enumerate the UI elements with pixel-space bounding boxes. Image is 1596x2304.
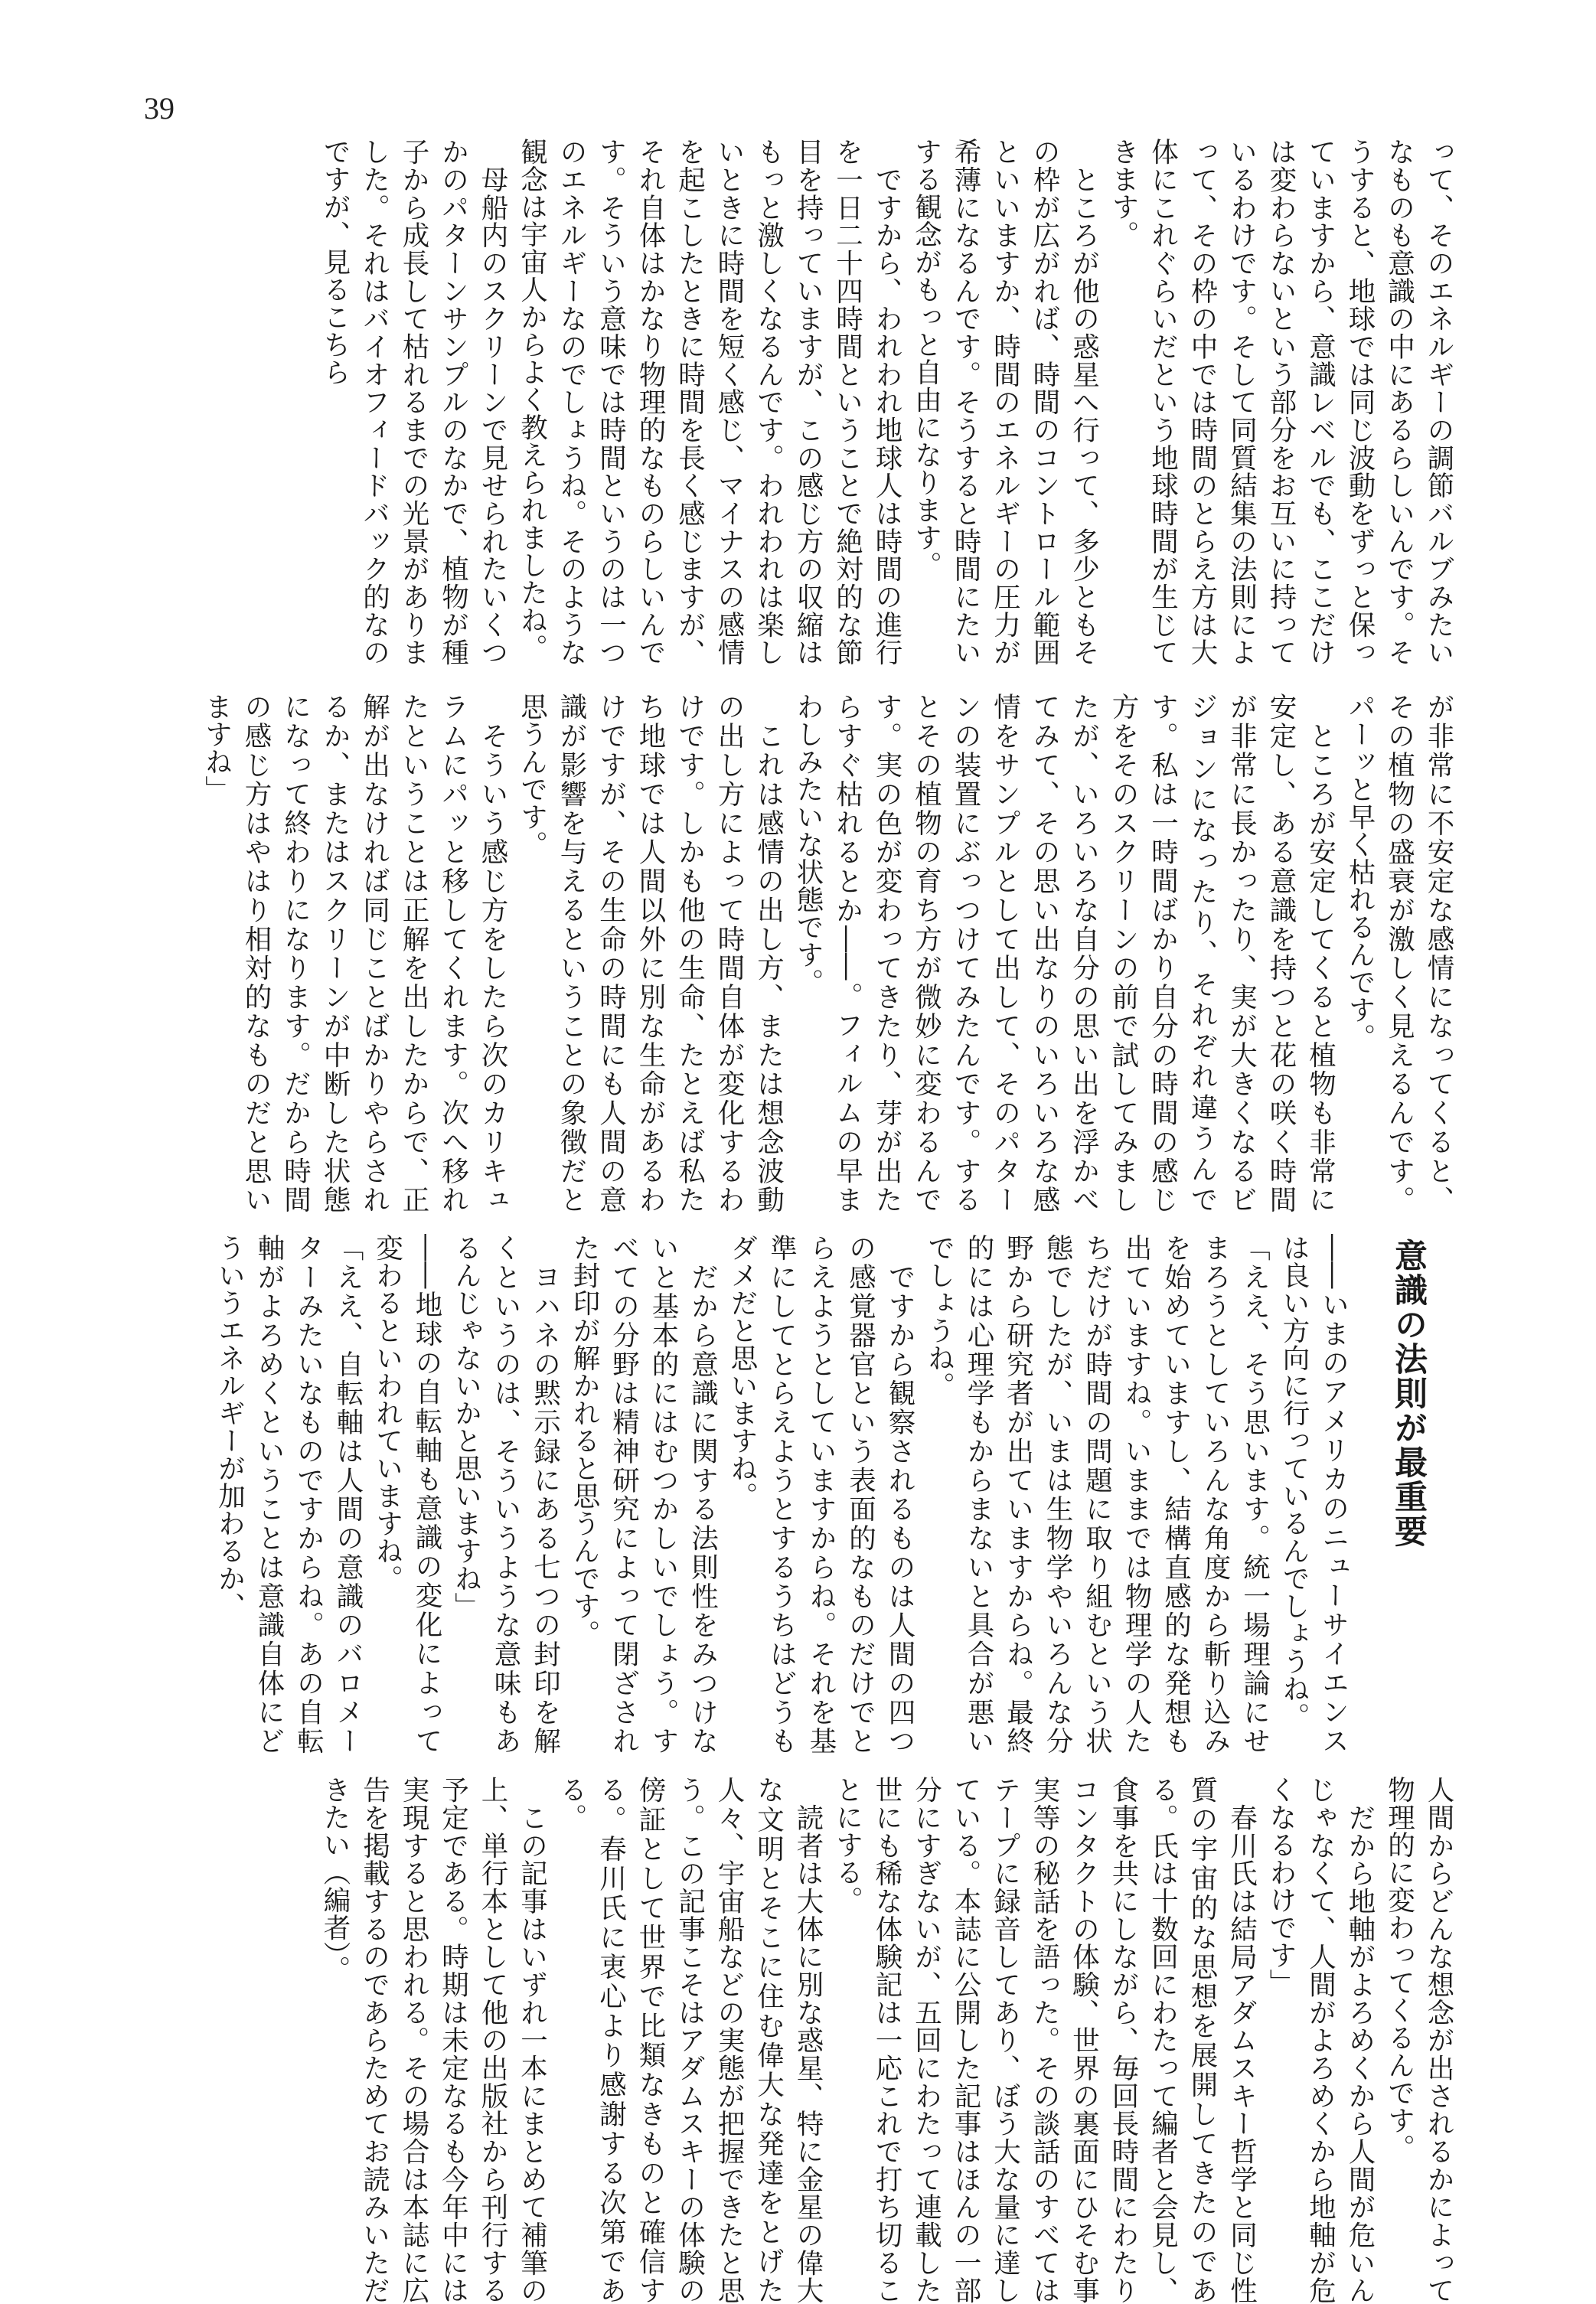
text-tier-3 <box>145 1234 1458 1754</box>
text-tier-4 <box>145 1776 1458 2304</box>
paragraph: 春川氏は結局アダムスキー哲学と同じ性質の宇宙的な思想を展開してきたのである。氏は十数回にわたって編者と会見し、食事を共にしながら、毎回長時間にわたりコンタクトの体験、世界の裏面にひそむ事実等の秘話を語った。その談話のすべてはテープに録音してあり、ぼう大な量に達している。本誌に公開した記事はほんの一部分にすぎないが、五回にわたって連載した世にも稀な体験記は一応これで打ち切ることにする。 <box>831 1776 1258 2304</box>
paragraph: だから地軸がよろめくから人間が危いんじゃなくて、人間がよろめくから地軸が危くなるわけです」 <box>1265 1776 1376 2304</box>
paragraph: 読者は大体に別な惑星、特に金星の偉大な文明とそこに住む偉大な発達をとげた人々、宇宙船などの実態が把握できたと思う。この記事こそはアダムスキーの体験の傍証として世界で比類なきものと確信する。春川氏に衷心より感謝する次第である。 <box>556 1776 824 2304</box>
paragraph: ですから、われわれ地球人は時間の進行を一日二十四時間ということで絶対的な節目を持っていますが、この感じ方の収縮はもっと激しくなるんです。われわれは楽しいときに時間を短く感じ、マイナスの感情を起こしたときに時間を長く感じますが、それ自体はかなり物理的なものらしいんです。そういう意味では時間というのは一つのエネルギーなのでしょうね。そのような観念は宇宙人からよく教えられましたね。 <box>516 138 902 666</box>
section-heading: 意識の法則が最重要 <box>1389 1238 1428 1549</box>
text-tier-2 <box>145 693 1458 1213</box>
paragraph: これは感情の出し方、または想念波動の出し方によって時間自体が変化するわけです。しかも他の生命、たとえば私たち地球では人間以外に別な生命があるわけですが、その生命の時間にも人間の意識が影響を与えるということの象徴だと思うんです。 <box>516 693 785 1213</box>
text-tier-1 <box>145 138 1458 666</box>
paragraph: ――いまのアメリカのニューサイエンスは良い方向に行っているんでしょうね。 <box>1278 1234 1350 1754</box>
paragraph: ところが安定してくると植物も非常に安定し、ある意識を持つと花の咲く時間が非常に長かったり、実が大きくなるビジョンになったり、それぞれ違うんです。私は一時間ばかり自分の時間の感じ方をそのスクリーンの前で試してみましたが、いろいろな自分の思い出を浮かべてみて、その思い出なりのいろいろな感情をサンプルとして出して、そのパターンの装置にぶっつけてみたんです。するとその植物の育ち方が微妙に変わるんです。実の色が変わってきたり、芽が出たらすぐ枯れるとか――。フィルムの早まわしみたいな状態です。 <box>792 693 1337 1213</box>
paragraph: そういう感じ方をしたら次のカリキュラムにパッと移してくれます。次へ移れたということは正解を出したからで、正解が出なければ同じことばかりやらされるか、またはスクリーンが中断した状態になって終わりになります。だから時間の感じ方はやはり相対的なものだと思いますね」 <box>201 693 508 1213</box>
paragraph: って、そのエネルギーの調節バルブみたいなものも意識の中にあるらしいんです。そうすると、地球では同じ波動をずっと保っていますから、意識レベルでも、ここだけは変わらないという部分をお互いに持っているわけです。そして同質結集の法則によって、その枠の中では時間のとらえ方は大体にこれぐらいだという地球時間が生じてきます。 <box>1108 138 1454 666</box>
paragraph: ところが他の惑星へ行って、多少ともその枠が広がれば、時間のコントロール範囲といいますか、時間のエネルギーの圧力が希薄になるんです。そうすると時間にたいする観念がもっと自由になります。 <box>910 138 1100 666</box>
paragraph: 「ええ、そう思います。統一場理論にせまろうとしていろんな角度から斬り込みを始めていますし、結構直感的な発想も出ていますね。いままでは物理学の人たちだけが時間の問題に取り組むという状態でしたが、いまは生物学やいろんな分野から研究者が出ていますからね。最終的には心理学もからまないと具合が悪いでしょうね。 <box>923 1234 1271 1754</box>
paragraph: ヨハネの黙示録にある七つの封印を解くというのは、そういうような意味もあるんじゃないかと思いますね」 <box>450 1234 561 1754</box>
paragraph: 人間からどんな想念が出されるかによって物理的に変わってくるんです。 <box>1383 1776 1454 2304</box>
paragraph: この記事はいずれ一本にまとめて補筆の上、単行本として他の出版社から刊行する予定である。時期は未定なるも今年中には実現すると思われる。その場合は本誌に広告を掲載するのであらためてお読みいただきたい（編者）。 <box>319 1776 548 2304</box>
paragraph: ――地球の自転軸も意識の変化によって変わるといわれていますね。 <box>371 1234 442 1754</box>
paragraph: 「ええ、自転軸は人間の意識のバロメーターみたいなものですからね。あの自転軸がよろめくということは意識自体にどういうエネルギーが加わるか、 <box>214 1234 364 1754</box>
paragraph: 母船内のスクリーンで見せられたいくつかのパターンサンプルのなかで、植物が種子から成長して枯れるまでの光景がありました。それはバイオフィードバック的なのですが、見るこちら <box>319 138 508 666</box>
paragraph: ですから観察されるものは人間の四つの感覚器官という表面的なものだけでとらえようとしていますからね。それを基準にしてとらえようとするうちはどうもダメだと思いますね。 <box>726 1234 915 1754</box>
paragraph: だから意識に関する法則性をみつけないと基本的にはむつかしいでしょう。すべての分野は精神研究によって閉ざされた封印が解かれると思うんです。 <box>569 1234 719 1754</box>
paragraph: が非常に不安定な感情になってくると、その植物の盛衰が激しく見えるんです。パーッと早く枯れるんです。 <box>1344 693 1454 1213</box>
page-number: 39 <box>144 91 175 126</box>
